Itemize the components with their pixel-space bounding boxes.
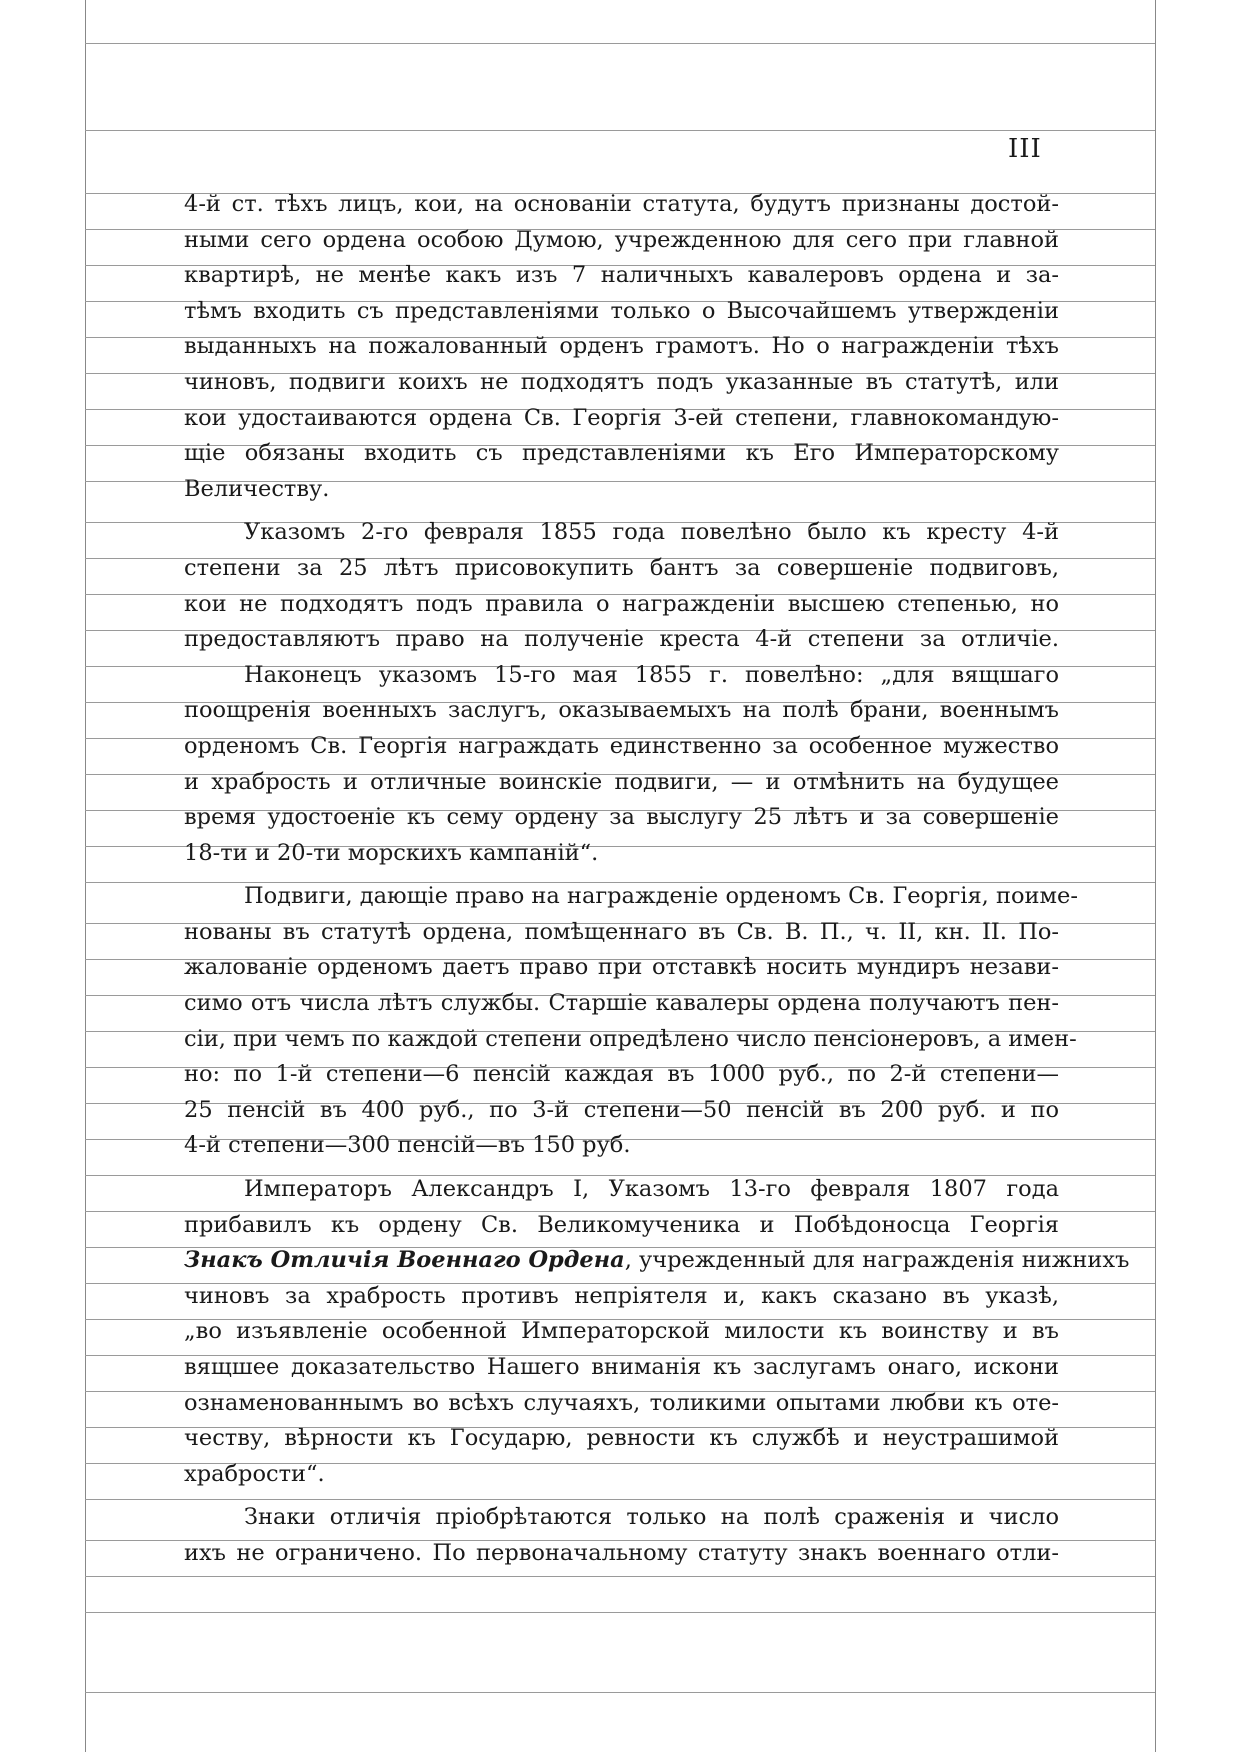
ruling-line bbox=[85, 1612, 1155, 1613]
text-line: чиновъ за храбрость противъ непріятеля и, какъ сказано въ указѣ, bbox=[184, 1282, 1059, 1309]
text-line: 4-й степени—300 пенсій—въ 150 руб. bbox=[184, 1132, 631, 1159]
text-line: честву, вѣрности къ Государю, ревности къ службѣ и неустрашимой bbox=[184, 1425, 1059, 1452]
body-text bbox=[184, 187, 1130, 1572]
text-line: и храбрость и отличные воинскіе подвиги, — и отмѣнить на будущее bbox=[184, 768, 1059, 795]
text-line: тѣмъ входить съ представленіями только о Высочайшемъ утвержденіи bbox=[184, 297, 1059, 324]
text-line: жалованіе орденомъ даетъ право при отставкѣ носить мундиръ незави- bbox=[184, 954, 1059, 981]
text-line: ознаменованнымъ во всѣхъ случаяхъ, толикими опытами любви къ оте- bbox=[184, 1389, 1059, 1416]
text-line: Наконецъ указомъ 15-го мая 1855 г. повелѣно: „для вящшаго bbox=[244, 661, 1059, 688]
text-line: Указомъ 2-го февраля 1855 года повелѣно было къ кресту 4-й bbox=[244, 519, 1059, 546]
text-line: 4-й ст. тѣхъ лицъ, кои, на основаніи статута, будутъ признаны достой- bbox=[184, 191, 1059, 217]
text-line: ными сего ордена особою Думою, учрежденною для сего при главной bbox=[184, 226, 1059, 253]
italic-order-name: Знакъ Отличія Военнаго Ордена bbox=[184, 1247, 625, 1274]
text-line: щіе обязаны входить съ представленіями къ Его Императорскому bbox=[184, 440, 1059, 467]
text-line: орденомъ Св. Георгія награждать единственно за особенное мужество bbox=[184, 732, 1059, 759]
text-line: симо отъ числа лѣтъ службы. Старшіе кавалеры ордена получаютъ пен- bbox=[184, 990, 1059, 1017]
text-line: прибавилъ къ ордену Св. Великомученика и Побѣдоносца Георгія bbox=[184, 1211, 1059, 1238]
ruling-line bbox=[85, 1692, 1155, 1693]
text-line: чиновъ, подвиги коихъ не подходятъ подъ указанные въ статутѣ, или bbox=[184, 368, 1059, 395]
text-line: ихъ не ограничено. По первоначальному статуту знакъ военнаго отли- bbox=[184, 1539, 1059, 1566]
text-line: Императоръ Александръ I, Указомъ 13-го февраля 1807 года bbox=[244, 1176, 1059, 1203]
text-line: „во изъявленіе особенной Императорской милости къ воинству и въ bbox=[184, 1318, 1059, 1345]
text-line: 25 пенсій въ 400 руб., по 3-й степени—50 пенсій въ 200 руб. и по bbox=[184, 1096, 1059, 1123]
text-line: вящшее доказательство Нашего вниманія къ заслугамъ онаго, искони bbox=[184, 1354, 1059, 1380]
ruling-line bbox=[85, 1576, 1155, 1577]
ruling-line bbox=[85, 130, 1155, 131]
text-line-rest: , учрежденный для награжденія нижнихъ bbox=[624, 1247, 1130, 1274]
text-line: сіи, при чемъ по каждой степени опредѣлено число пенсіонеровъ, а имен- bbox=[184, 1025, 1077, 1052]
text-line: Знаки отличія пріобрѣтаются только на полѣ сраженія и число bbox=[244, 1504, 1059, 1531]
text-line: 18-ти и 20-ти морскихъ кампаній“. bbox=[184, 839, 599, 866]
text-line: степени за 25 лѣтъ присовокупить бантъ за совершеніе подвиговъ, bbox=[184, 554, 1059, 581]
text-line: кои не подходятъ подъ правила о награжденіи высшею степенью, но bbox=[184, 590, 1059, 617]
ruling-line bbox=[85, 43, 1155, 44]
text-line: выданныхъ на пожалованный орденъ грамотъ. Но о награжденіи тѣхъ bbox=[184, 333, 1059, 360]
text-line: Подвиги, дающіе право на награжденіе орденомъ Св. Георгія, поиме- bbox=[244, 883, 1078, 910]
page-left-rule bbox=[85, 0, 86, 1752]
text-line: предоставляютъ право на полученіе креста 4-й степени за отличіе. bbox=[184, 626, 1059, 653]
page-number: III bbox=[1008, 134, 1042, 164]
text-line: храбрости“. bbox=[184, 1460, 325, 1487]
text-line: квартирѣ, не менѣе какъ изъ 7 наличныхъ кавалеровъ ордена и за- bbox=[184, 262, 1059, 289]
text-line: время удостоеніе къ сему ордену за выслугу 25 лѣтъ и за совершеніе bbox=[184, 804, 1059, 831]
text-line: Величеству. bbox=[184, 475, 330, 502]
text-line bbox=[184, 1243, 1130, 1279]
text-line: нованы въ статутѣ ордена, помѣщеннаго въ Св. В. П., ч. II, кн. II. По- bbox=[184, 918, 1059, 945]
text-line: поощренія военныхъ заслугъ, оказываемыхъ на полѣ брани, военнымъ bbox=[184, 697, 1059, 724]
text-line: но: по 1-й степени—6 пенсій каждая въ 1000 руб., по 2-й степени— bbox=[184, 1061, 1059, 1088]
page-right-rule bbox=[1155, 0, 1156, 1752]
text-line: кои удостаиваются ордена Св. Георгія 3-ей степени, главнокомандую- bbox=[184, 404, 1059, 431]
